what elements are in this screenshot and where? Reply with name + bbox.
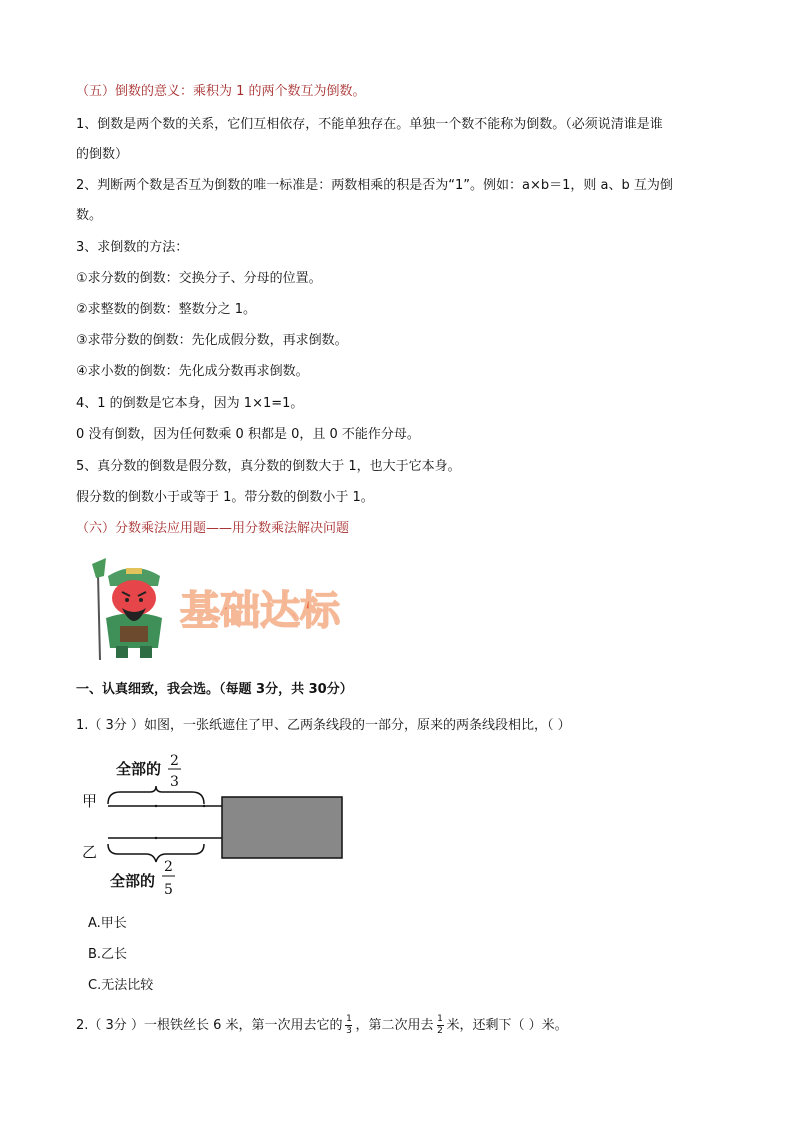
method-4: ④求小数的倒数：先化成分数再求倒数。 [76,364,309,379]
paragraph-2-line-2: 数。 [76,208,103,223]
question-2-text-3: 米，还剩下（ ）米。 [446,1018,568,1033]
top-fraction-label: 全部的 [116,760,162,778]
top-brace [108,786,204,804]
paragraph-5-line-1: 5、真分数的倒数是假分数，真分数的倒数大于 1，也大于它本身。 [76,459,461,474]
question-2-text-2: ，第二次用去 [355,1018,434,1033]
option-c[interactable]: C.无法比较 [88,978,154,993]
section5-title: （五）倒数的意义：乘积为 1 的两个数互为倒数。 [76,84,366,99]
segment-jia-label: 甲 [82,792,98,810]
segment-yi-label: 乙 [82,843,98,861]
line-segment-diagram [80,744,370,908]
banner-text: 基础达标 [180,588,340,634]
paragraph-3: 3、求倒数的方法： [76,240,189,255]
method-2: ②求整数的倒数：整数分之 1。 [76,302,257,317]
method-3: ③求带分数的倒数：先化成假分数，再求倒数。 [76,333,348,348]
paragraph-1-line-2: 的倒数） [76,147,129,162]
paper-cover-box [222,797,342,858]
question-1-stem: 1.（ 3分 ）如图，一张纸遮住了甲、乙两条线段的一部分，原来的两条线段相比，（ ） [76,718,571,733]
paragraph-1-line-1: 1、倒数是两个数的关系，它们互相依存，不能单独存在。单独一个数不能称为倒数。（必须说清谁是谁 [76,117,663,132]
option-b[interactable]: B.乙长 [88,947,128,962]
bottom-fraction-label: 全部的 [110,872,156,890]
option-a[interactable]: A.甲长 [88,916,127,931]
paragraph-2-line-1: 2、判断两个数是否互为倒数的唯一标准是：两数相乘的积是否为“1”。例如：a×b＝1，则 a、b 互为倒 [76,178,673,193]
part1-heading: 一、认真细致，我会选。（每题 3分，共 30分） [76,682,353,697]
general-mascot-icon [84,556,384,666]
question-2-text-1: 2.（ 3分 ）一根铁丝长 6 米，第一次用去它的 [76,1018,343,1033]
section6-title: （六）分数乘法应用题——用分数乘法解决问题 [76,521,350,536]
basic-goal-banner [84,556,384,670]
bottom-fraction-numerator: 2 [164,859,173,875]
question-2-stem [76,1015,568,1036]
bottom-brace [108,844,204,862]
bottom-fraction-denominator: 5 [164,882,173,898]
top-fraction-numerator: 2 [170,753,179,769]
method-1: ①求分数的倒数：交换分子、分母的位置。 [76,271,322,286]
top-fraction-denominator: 3 [170,774,179,790]
fraction-one-third: $\frac{1}{3}$ [346,1014,352,1036]
fraction-one-half: $\frac{1}{2}$ [437,1014,443,1036]
paragraph-5-line-2: 假分数的倒数小于或等于 1。带分数的倒数小于 1。 [76,490,374,505]
paragraph-4-line-2: 0 没有倒数，因为任何数乘 0 积都是 0，且 0 不能作分母。 [76,427,420,442]
paragraph-4-line-1: 4、1 的倒数是它本身，因为 1×1=1。 [76,396,304,411]
